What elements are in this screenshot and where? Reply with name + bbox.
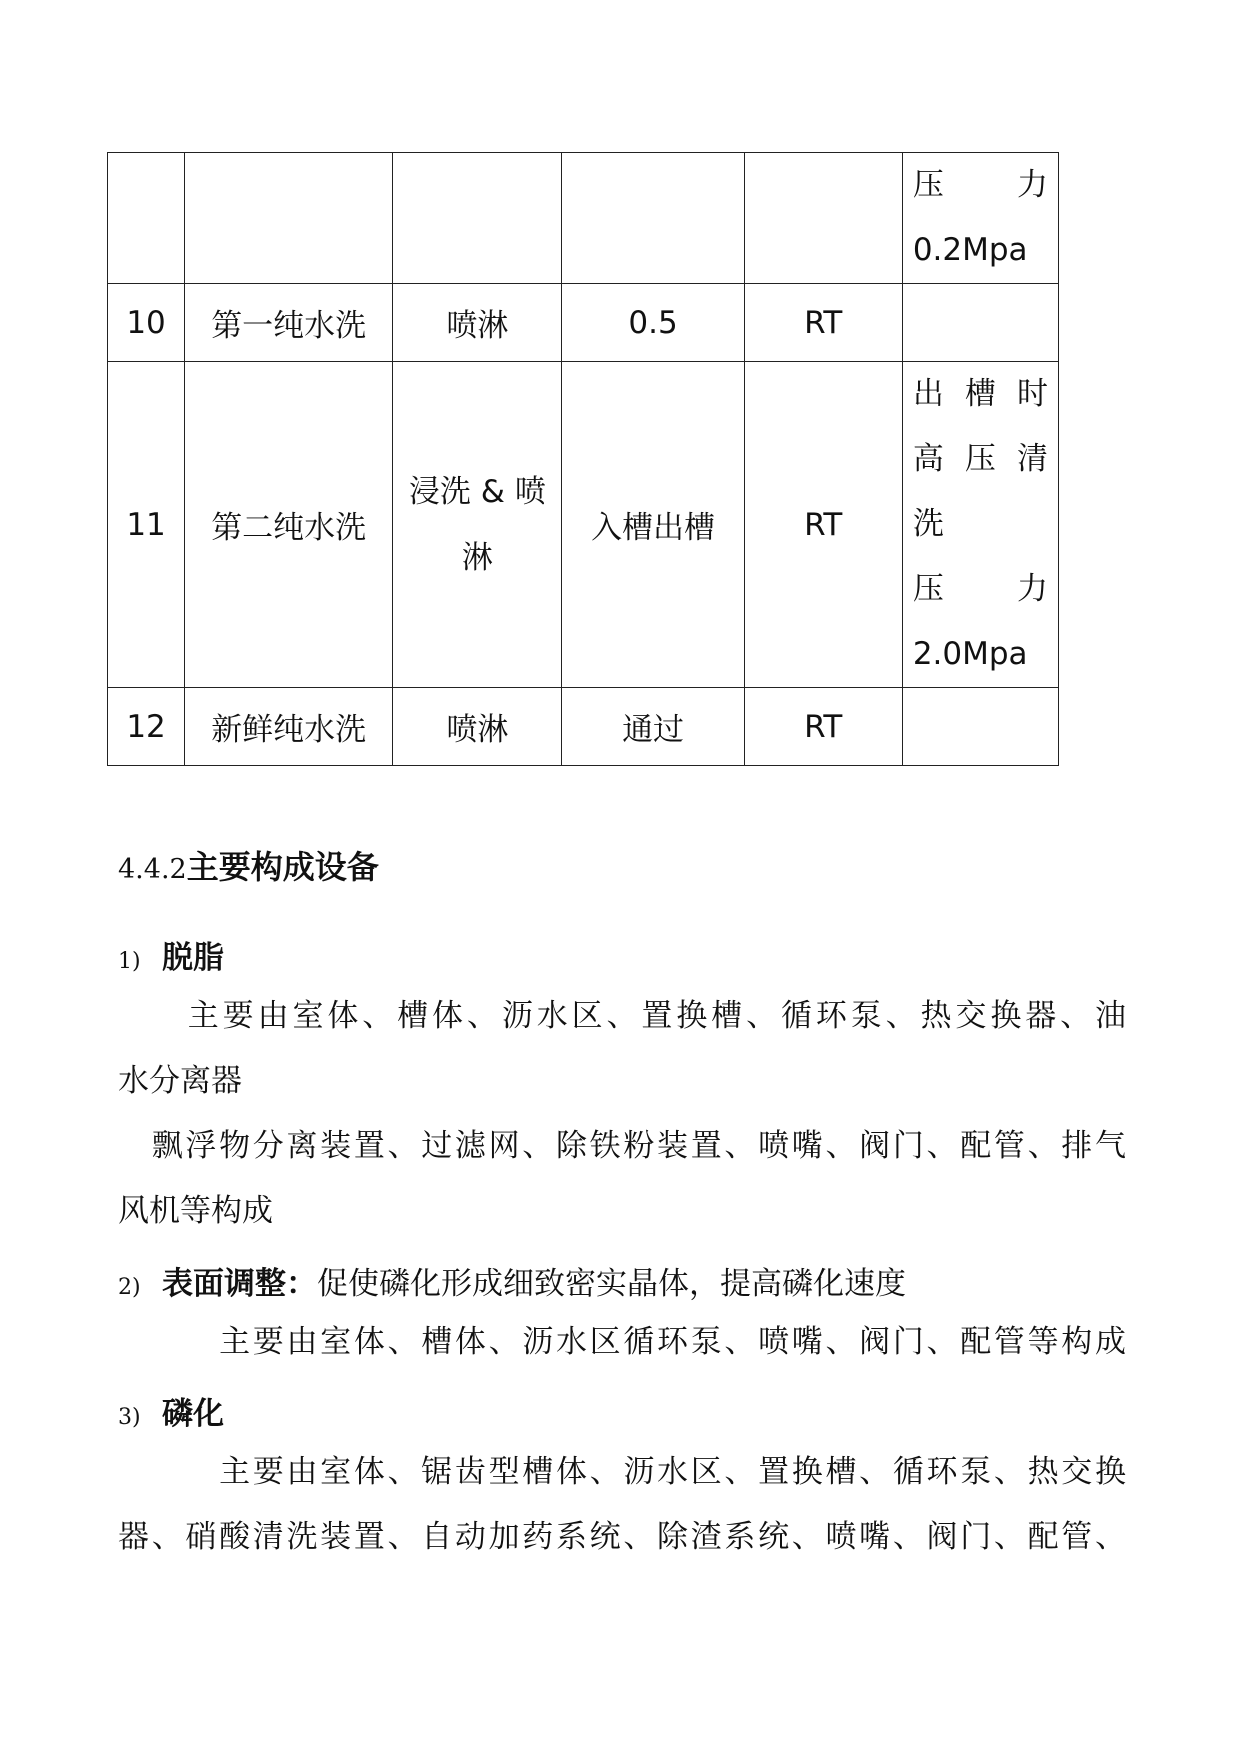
cell-method xyxy=(393,153,562,284)
cell-time: 通过 xyxy=(562,688,744,766)
section-number: 4.4.2 xyxy=(118,854,187,885)
note-line: 出槽时 xyxy=(912,376,1048,412)
item-heading xyxy=(118,1258,906,1303)
cell-name: 新鲜纯水洗 xyxy=(185,688,393,766)
cell-method: 喷淋 xyxy=(393,688,562,766)
table-row xyxy=(108,362,1059,688)
cell-name: 第一纯水洗 xyxy=(185,284,393,362)
section-heading xyxy=(118,842,379,888)
cell-no: 12 xyxy=(108,688,185,766)
cell-no xyxy=(108,153,185,284)
cell-method: 喷淋 xyxy=(393,284,562,362)
cell-time: 0.5 xyxy=(562,284,744,362)
note-line: 压 力 xyxy=(912,167,1048,203)
item-heading xyxy=(118,932,224,977)
item-index: 2) xyxy=(118,1275,141,1300)
note-line: 2.0Mpa xyxy=(912,636,1028,672)
process-table xyxy=(107,152,1059,766)
note-line: 高压清 xyxy=(912,441,1048,477)
cell-note xyxy=(902,688,1058,766)
item-title: 表面调整： xyxy=(162,1266,317,1302)
paragraph-line: 水分离器 xyxy=(118,1063,242,1099)
cell-name: 第二纯水洗 xyxy=(185,362,393,688)
paragraph-line: 主要由室体、槽体、沥水区循环泵、喷嘴、阀门、配管等构成 xyxy=(118,1324,1126,1360)
cell-temp: RT xyxy=(744,362,902,688)
item-title: 脱脂 xyxy=(162,940,224,976)
table-row xyxy=(108,153,1059,284)
cell-note xyxy=(902,153,1058,284)
item-paragraph xyxy=(118,1310,1126,1375)
paragraph-line: 风机等构成 xyxy=(118,1193,273,1229)
item-paragraph xyxy=(118,1440,1126,1570)
cell-no: 10 xyxy=(108,284,185,362)
cell-temp xyxy=(744,153,902,284)
note-line: 压 力 xyxy=(912,571,1048,607)
paragraph-line: 主要由室体、锯齿型槽体、沥水区、置换槽、循环泵、热交换 xyxy=(118,1454,1126,1490)
paragraph-line: 飘浮物分离装置、过滤网、除铁粉装置、喷嘴、阀门、配管、排气 xyxy=(118,1128,1126,1164)
cell-note xyxy=(902,362,1058,688)
item-title: 磷化 xyxy=(162,1396,224,1432)
table-row xyxy=(108,688,1059,766)
item-index: 1) xyxy=(118,949,141,974)
table-row xyxy=(108,284,1059,362)
section-title: 主要构成设备 xyxy=(186,848,379,886)
note-line: 0.2Mpa xyxy=(912,232,1028,268)
cell-time xyxy=(562,153,744,284)
paragraph-line: 主要由室体、槽体、沥水区、置换槽、循环泵、热交换器、油 xyxy=(118,998,1126,1034)
item-paragraph xyxy=(118,984,1126,1244)
cell-temp: RT xyxy=(744,688,902,766)
cell-name xyxy=(185,153,393,284)
cell-no: 11 xyxy=(108,362,185,688)
item-description: 促使磷化形成细致密实晶体，提高磷化速度 xyxy=(317,1266,906,1302)
item-index: 3) xyxy=(118,1405,141,1430)
cell-temp: RT xyxy=(744,284,902,362)
cell-time: 入槽出槽 xyxy=(562,362,744,688)
cell-method-text: 浸洗 & 喷淋 xyxy=(408,473,546,576)
item-heading xyxy=(118,1388,224,1433)
paragraph-line: 器、硝酸清洗装置、自动加药系统、除渣系统、喷嘴、阀门、配管、 xyxy=(118,1519,1126,1555)
cell-method xyxy=(393,362,562,688)
note-line: 洗 xyxy=(912,506,944,542)
cell-note xyxy=(902,284,1058,362)
